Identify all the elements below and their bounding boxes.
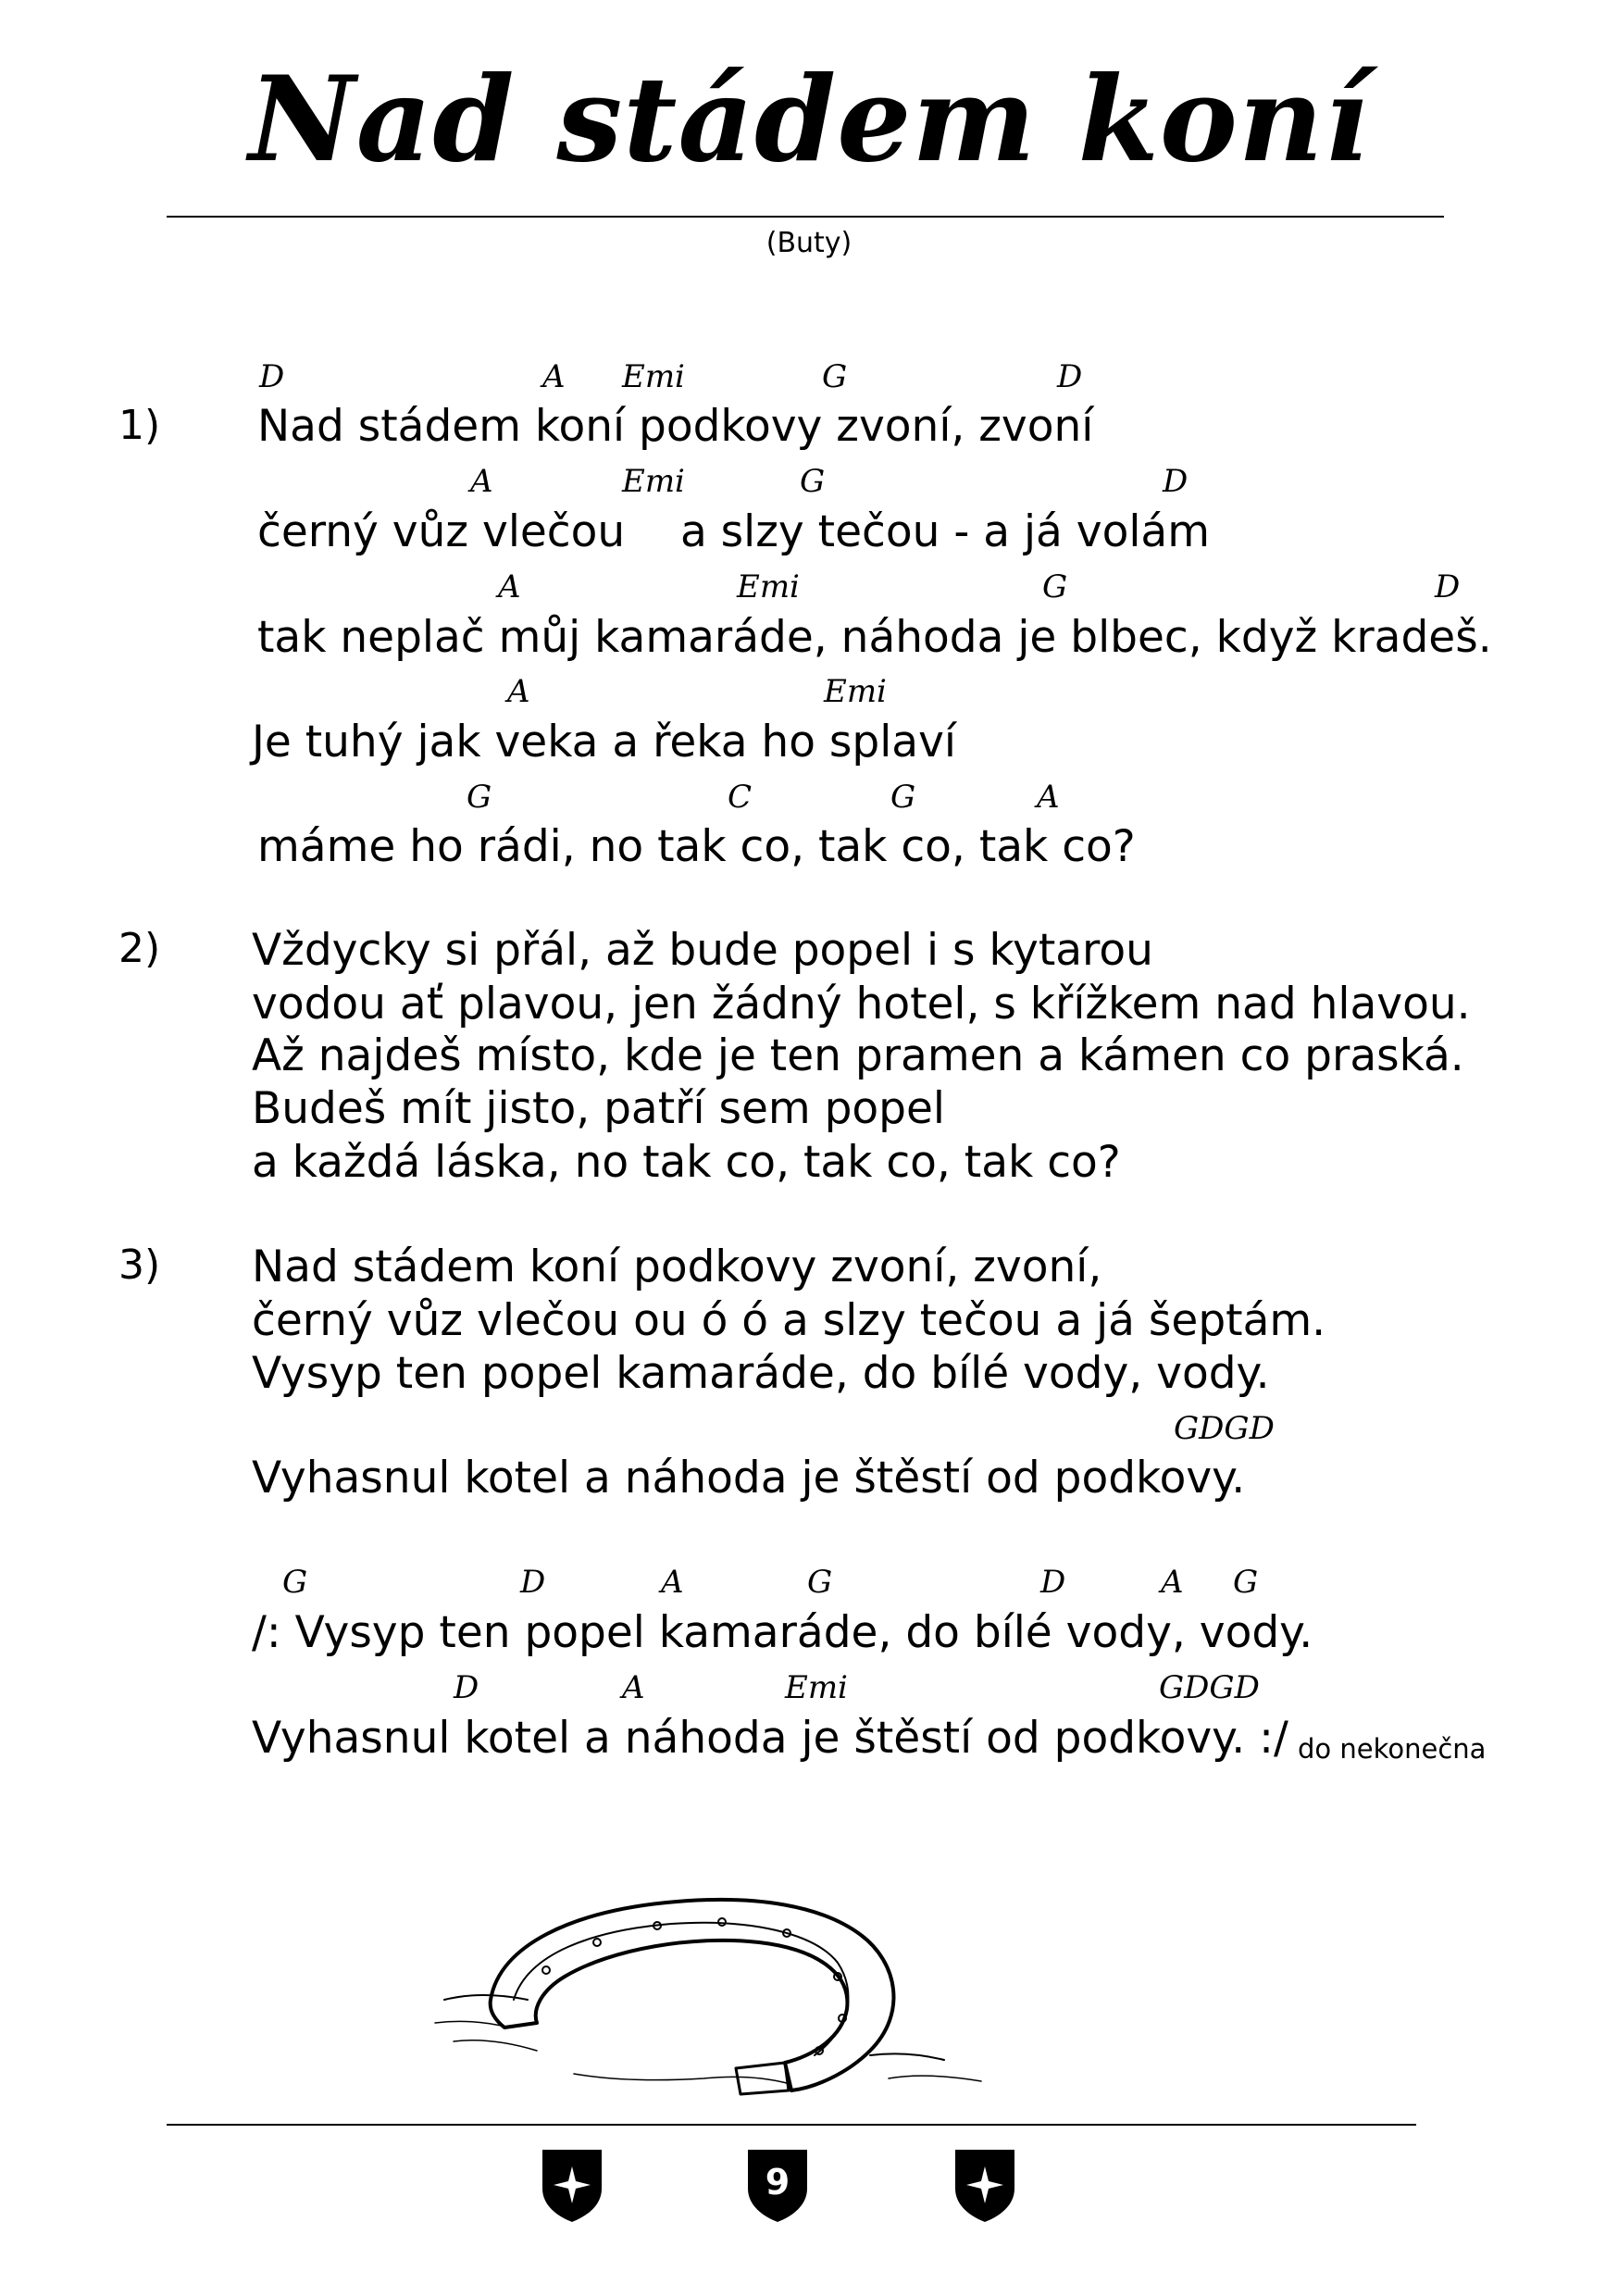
chord: D xyxy=(454,1669,479,1706)
lyric-line: Vždycky si přál, až bude popel i s kytarou xyxy=(252,925,1153,976)
horseshoe-illustration xyxy=(426,1861,1018,2102)
chord: A xyxy=(470,463,493,500)
chord-group: GDGD xyxy=(1174,1410,1275,1447)
chord: G xyxy=(1042,568,1068,605)
footer-rule xyxy=(167,2124,1416,2126)
chord: D xyxy=(520,1564,546,1601)
verse-number: 3) xyxy=(118,1242,161,1289)
chord: A xyxy=(622,1669,645,1706)
chord: D xyxy=(1057,358,1083,395)
chord: G xyxy=(890,779,916,816)
verse-number: 1) xyxy=(118,402,161,449)
chord: C xyxy=(728,779,753,816)
chord: Emi xyxy=(824,673,887,710)
chord: G xyxy=(282,1564,308,1601)
chord: G xyxy=(807,1564,833,1601)
lyric-line: Nad stádem koní podkovy zvoní, zvoní, xyxy=(252,1242,1102,1292)
lyric-line: vodou ať plavou, jen žádný hotel, s křížkem nad hlavou. xyxy=(252,979,1471,1029)
lyric-line: černý vůz vlečou a slzy tečou - a já volám xyxy=(257,506,1210,557)
chord: D xyxy=(1040,1564,1066,1601)
lyric-line: a každá láska, no tak co, tak co, tak co? xyxy=(252,1137,1121,1188)
lyric-line: černý vůz vlečou ou ó ó a slzy tečou a já šeptám. xyxy=(252,1295,1326,1346)
lyric-line: /: Vysyp ten popel kamaráde, do bílé vody, vody. xyxy=(252,1607,1313,1658)
chord: A xyxy=(542,358,566,395)
lyric-line: máme ho rádi, no tak co, tak co, tak co? xyxy=(257,821,1136,872)
chord: G xyxy=(800,463,826,500)
chord: A xyxy=(661,1564,684,1601)
page-number: 9 xyxy=(765,2162,790,2202)
lyric-line: Budeš mít jisto, patří sem popel xyxy=(252,1083,945,1134)
verse-number: 2) xyxy=(118,925,161,972)
lyric-line: Vyhasnul kotel a náhoda je štěstí od podkovy. xyxy=(252,1453,1246,1504)
lyric-line: Vysyp ten popel kamaráde, do bílé vody, vody. xyxy=(252,1348,1270,1399)
lyric-line: Vyhasnul kotel a náhoda je štěstí od podkovy. :/ xyxy=(252,1713,1288,1764)
chord: G xyxy=(467,779,492,816)
chord-group: GDGD xyxy=(1159,1669,1260,1706)
chord: A xyxy=(498,568,521,605)
repeat-note: do nekonečna xyxy=(1298,1733,1487,1765)
chord: A xyxy=(1037,779,1060,816)
chord: A xyxy=(1161,1564,1184,1601)
chord: Emi xyxy=(737,568,800,605)
chord: D xyxy=(259,358,285,395)
title-rule xyxy=(167,216,1444,218)
chord: Emi xyxy=(622,463,685,500)
chord: D xyxy=(1163,463,1189,500)
lyric-line: tak neplač můj kamaráde, náhoda je blbec, když kradeš. xyxy=(257,612,1492,663)
song-title: Nad stádem koní xyxy=(248,51,1370,188)
lyric-line: Je tuhý jak veka a řeka ho splaví xyxy=(252,717,956,767)
chord: G xyxy=(822,358,848,395)
cross-shield-icon xyxy=(541,2148,604,2224)
chord: A xyxy=(507,673,530,710)
lyric-line: Až najdeš místo, kde je ten pramen a kámen co praská. xyxy=(252,1030,1464,1081)
chord: Emi xyxy=(785,1669,848,1706)
chord: D xyxy=(1435,568,1461,605)
page-number-badge xyxy=(746,2148,809,2224)
chord: Emi xyxy=(622,358,685,395)
cross-shield-icon xyxy=(953,2148,1016,2224)
lyric-line: Nad stádem koní podkovy zvoní, zvoní xyxy=(257,401,1094,452)
song-artist: (Buty) xyxy=(765,227,853,259)
chord: G xyxy=(1233,1564,1259,1601)
